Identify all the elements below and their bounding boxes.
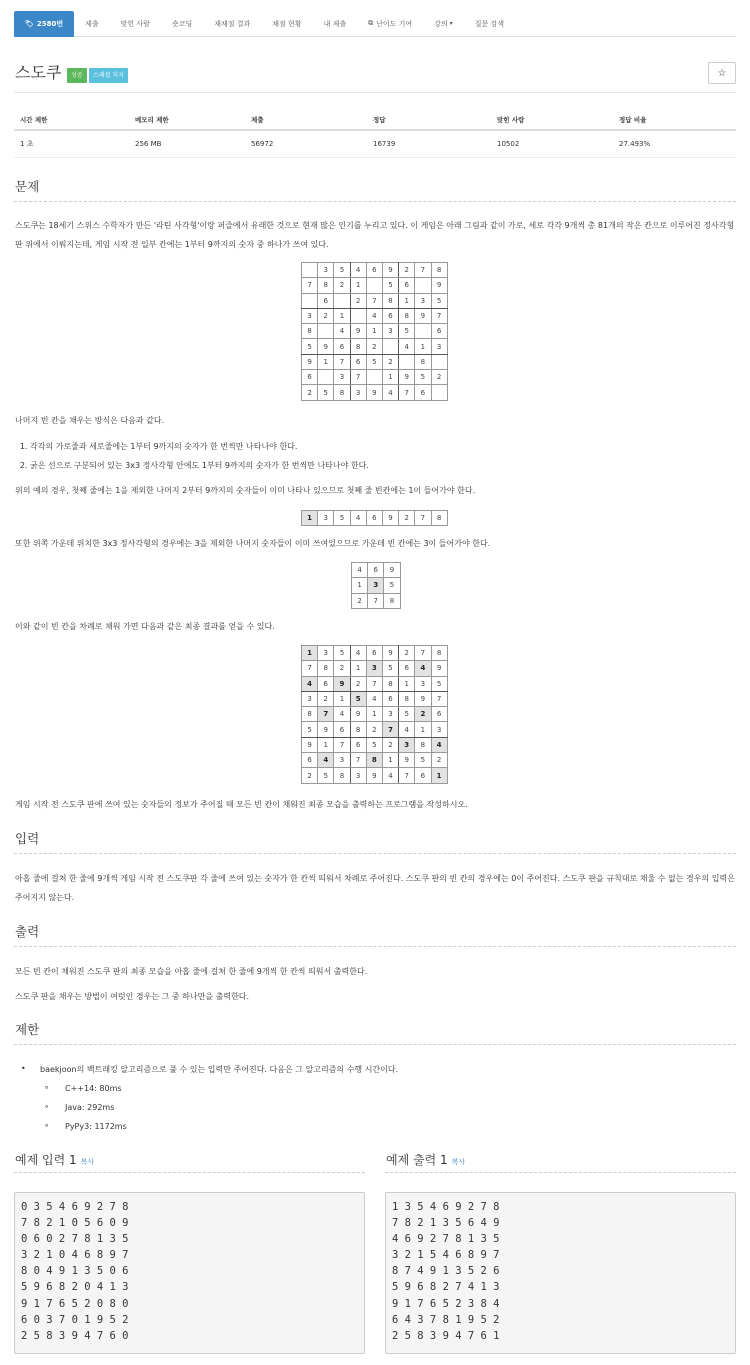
grid-row xyxy=(302,511,448,526)
grid-row xyxy=(302,339,448,354)
tab-judge-status[interactable]: 채점 현황 xyxy=(272,19,302,28)
grid-cell: 5 xyxy=(366,737,382,752)
grid-cell: 2 xyxy=(382,354,398,369)
chevron-down-icon: ▾ xyxy=(449,20,453,27)
grid-cell xyxy=(334,293,350,308)
input-description: 아홉 줄에 걸쳐 한 줄에 9개씩 게임 시작 전 스도쿠판 각 줄에 쓰여 있는 숫자가 한 칸씩 띄워서 차례로 주어진다. 스도쿠 판의 빈 칸의 경우에는 0이 주어진다. 스도쿠 판을 규칙대로 채울 수 없는 경우의 입력은 주어지지 않는다. xyxy=(15,874,735,902)
status-badge-success: 성공 xyxy=(67,68,87,83)
grid-cell: 8 xyxy=(415,354,431,369)
description-paragraph: 게임 시작 전 스도쿠 판에 쓰여 있는 숫자들의 정보가 주어질 때 모든 빈 칸이 채워진 최종 모습을 출력하는 프로그램을 작성하시오. xyxy=(15,800,468,809)
grid-row xyxy=(302,278,448,293)
grid-cell: 4 xyxy=(350,511,366,526)
grid-row xyxy=(302,293,448,308)
grid-cell xyxy=(431,354,447,369)
sudoku-row-example xyxy=(301,510,448,526)
sudoku-box-example xyxy=(351,562,401,609)
grid-cell: 3 xyxy=(302,308,318,323)
tab-problem-number[interactable]: 🏷 2580번 xyxy=(14,11,74,37)
grid-cell: 7 xyxy=(382,722,398,737)
grid-cell xyxy=(302,293,318,308)
grid-cell: 4 xyxy=(399,339,415,354)
limit-item: C++14: 80ms xyxy=(65,1084,122,1093)
submission-count: 56972 xyxy=(251,140,274,148)
grid-row xyxy=(352,578,401,593)
grid-cell: 5 xyxy=(302,339,318,354)
description-paragraph: 또한 위쪽 가운데 위치한 3x3 정사각형의 경우에는 3을 제외한 나머지 숫자들이 이미 쓰여있으므로 가운데 빈 칸에는 3이 들어가야 한다. xyxy=(15,539,491,548)
tab-short-coding[interactable]: 숏코딩 xyxy=(171,19,193,28)
limit-item: Java: 292ms xyxy=(65,1103,115,1112)
list-item: 2. 굵은 선으로 구분되어 있는 3x3 정사각형 안에도 1부터 9까지의 숫자가 한 번씩만 나타나야 한다. xyxy=(30,456,369,475)
grid-cell: 9 xyxy=(431,278,447,293)
grid-cell: 6 xyxy=(334,722,350,737)
info-header-cell: 맞힌 사람 xyxy=(497,116,525,124)
section-divider xyxy=(14,853,736,854)
grid-cell: 6 xyxy=(399,661,415,676)
grid-cell: 5 xyxy=(431,676,447,691)
grid-row xyxy=(302,691,448,706)
grid-row xyxy=(302,737,448,752)
grid-cell: 9 xyxy=(366,385,382,400)
grid-cell: 4 xyxy=(399,722,415,737)
grid-cell xyxy=(302,263,318,278)
memory-limit-value: 256 MB xyxy=(135,140,162,148)
grid-cell: 8 xyxy=(415,737,431,752)
grid-cell: 1 xyxy=(318,354,334,369)
info-table-header xyxy=(14,110,736,131)
grid-cell: 2 xyxy=(399,511,415,526)
section-title-limit: 제한 xyxy=(15,1022,40,1037)
grid-cell xyxy=(350,308,366,323)
list-item: 1. 각각의 가로줄과 세로줄에는 1부터 9까지의 숫자가 한 번씩만 나타나야 한다. xyxy=(30,437,369,456)
star-icon: ☆ xyxy=(717,67,727,79)
grid-cell: 7 xyxy=(415,511,431,526)
grid-cell: 2 xyxy=(302,768,318,783)
description-paragraph: 나머지 빈 칸을 채우는 방식은 다음과 같다. xyxy=(15,416,165,425)
grid-cell: 4 xyxy=(334,324,350,339)
solved-users-count: 10502 xyxy=(497,140,520,148)
grid-cell: 8 xyxy=(431,263,447,278)
info-header-cell: 메모리 제한 xyxy=(135,116,169,124)
grid-cell: 8 xyxy=(318,278,334,293)
grid-cell xyxy=(382,339,398,354)
section-divider xyxy=(14,946,736,947)
grid-cell: 2 xyxy=(352,593,368,608)
grid-row xyxy=(302,768,448,783)
grid-cell: 9 xyxy=(350,324,366,339)
grid-cell: 4 xyxy=(334,707,350,722)
grid-row xyxy=(352,593,401,608)
section-title-description: 문제 xyxy=(15,179,40,194)
tab-lectures-dropdown[interactable]: 강의 ▾ xyxy=(434,19,453,28)
grid-row xyxy=(302,661,448,676)
grid-cell: 4 xyxy=(350,646,366,661)
grid-cell: 1 xyxy=(350,278,366,293)
grid-cell: 2 xyxy=(334,278,350,293)
grid-cell: 3 xyxy=(431,339,447,354)
grid-cell: 1 xyxy=(399,676,415,691)
grid-cell: 7 xyxy=(415,263,431,278)
grid-row xyxy=(302,263,448,278)
grid-cell: 8 xyxy=(399,691,415,706)
limit-text: baekjoon의 백트래킹 알고리즘으로 풀 수 있는 입력만 주어진다. 다음은 그 알고리즘의 수행 시간이다. xyxy=(40,1065,399,1074)
grid-cell: 8 xyxy=(350,339,366,354)
section-title-output: 출력 xyxy=(15,924,40,939)
grid-cell: 2 xyxy=(431,370,447,385)
grid-cell: 4 xyxy=(352,563,368,578)
grid-cell: 5 xyxy=(302,722,318,737)
grid-cell: 3 xyxy=(382,707,398,722)
grid-cell: 5 xyxy=(318,768,334,783)
grid-cell: 3 xyxy=(350,385,366,400)
grid-cell: 8 xyxy=(431,646,447,661)
grid-row xyxy=(302,385,448,400)
grid-cell: 4 xyxy=(302,676,318,691)
grid-cell: 2 xyxy=(318,691,334,706)
grid-cell: 1 xyxy=(318,737,334,752)
grid-cell: 7 xyxy=(368,593,384,608)
output-description: 모든 빈 칸이 채워진 스도쿠 판의 최종 모습을 아홉 줄에 걸쳐 한 줄에 9개씩 한 칸씩 띄워서 출력한다. xyxy=(15,967,368,976)
grid-cell: 5 xyxy=(431,293,447,308)
grid-cell: 7 xyxy=(334,354,350,369)
grid-cell: 7 xyxy=(431,308,447,323)
grid-cell: 7 xyxy=(318,707,334,722)
grid-cell: 9 xyxy=(382,646,398,661)
grid-cell xyxy=(366,370,382,385)
grid-cell: 9 xyxy=(431,661,447,676)
grid-cell: 8 xyxy=(302,324,318,339)
grid-cell: 6 xyxy=(399,278,415,293)
grid-cell: 1 xyxy=(415,339,431,354)
section-divider xyxy=(385,1172,736,1173)
sudoku-puzzle-grid xyxy=(301,262,448,401)
limit-item: PyPy3: 1172ms xyxy=(65,1122,127,1131)
grid-cell: 3 xyxy=(318,511,334,526)
grid-cell: 3 xyxy=(366,661,382,676)
info-table-row xyxy=(14,131,736,158)
grid-cell: 2 xyxy=(366,339,382,354)
grid-cell: 9 xyxy=(334,676,350,691)
tab-solved-users[interactable]: 맞힌 사람 xyxy=(120,19,150,28)
problem-nav-tabs xyxy=(14,11,736,37)
tab-difficulty-contribution[interactable]: ⧉ 난이도 기여 xyxy=(368,19,413,28)
output-description: 스도쿠 판을 채우는 방법이 여럿인 경우는 그 중 하나만을 출력한다. xyxy=(15,992,250,1001)
grid-cell: 5 xyxy=(350,691,366,706)
info-header-cell: 정답 xyxy=(373,116,386,124)
grid-cell: 9 xyxy=(318,339,334,354)
grid-cell: 3 xyxy=(334,753,350,768)
grid-cell: 5 xyxy=(334,263,350,278)
grid-cell: 9 xyxy=(384,563,400,578)
grid-cell: 8 xyxy=(384,593,400,608)
grid-cell: 8 xyxy=(431,511,447,526)
grid-row xyxy=(302,370,448,385)
grid-cell: 3 xyxy=(318,263,334,278)
grid-cell: 9 xyxy=(415,308,431,323)
grid-cell: 9 xyxy=(366,768,382,783)
grid-cell: 8 xyxy=(350,722,366,737)
grid-cell xyxy=(415,324,431,339)
grid-cell xyxy=(318,370,334,385)
grid-cell: 1 xyxy=(352,578,368,593)
circle-bullet-icon: ∘ xyxy=(44,1121,50,1130)
grid-cell: 3 xyxy=(382,324,398,339)
grid-cell: 2 xyxy=(302,385,318,400)
grid-cell: 9 xyxy=(382,511,398,526)
grid-cell: 5 xyxy=(415,753,431,768)
grid-cell: 4 xyxy=(366,691,382,706)
grid-cell: 6 xyxy=(431,324,447,339)
grid-cell xyxy=(415,278,431,293)
grid-cell: 3 xyxy=(415,293,431,308)
grid-cell: 6 xyxy=(366,511,382,526)
grid-cell: 5 xyxy=(399,707,415,722)
grid-cell: 9 xyxy=(399,753,415,768)
grid-cell: 6 xyxy=(318,676,334,691)
tab-submit[interactable]: 제출 xyxy=(85,19,99,28)
circle-bullet-icon: ∘ xyxy=(44,1083,50,1092)
grid-cell: 6 xyxy=(366,263,382,278)
grid-cell: 8 xyxy=(366,753,382,768)
grid-cell: 7 xyxy=(431,691,447,706)
grid-cell: 1 xyxy=(302,511,318,526)
info-header-cell: 제출 xyxy=(251,116,264,124)
accepted-count: 16739 xyxy=(373,140,396,148)
grid-cell: 8 xyxy=(302,707,318,722)
grid-cell xyxy=(431,385,447,400)
grid-cell: 7 xyxy=(415,646,431,661)
time-limit-value: 1 초 xyxy=(20,140,34,148)
copy-input-button[interactable]: 복사 xyxy=(80,1158,95,1166)
title-divider xyxy=(14,92,736,93)
status-badge-special-judge: 스페셜 저지 xyxy=(89,68,128,83)
grid-cell: 1 xyxy=(382,753,398,768)
grid-cell: 8 xyxy=(334,385,350,400)
grid-cell: 3 xyxy=(431,722,447,737)
tab-my-submissions[interactable]: 내 제출 xyxy=(323,19,347,28)
grid-cell: 6 xyxy=(382,308,398,323)
grid-row xyxy=(302,676,448,691)
grid-cell: 6 xyxy=(318,293,334,308)
grid-cell: 6 xyxy=(366,646,382,661)
grid-cell: 6 xyxy=(350,737,366,752)
grid-cell: 1 xyxy=(334,308,350,323)
section-divider xyxy=(14,201,736,202)
grid-cell: 8 xyxy=(318,661,334,676)
grid-cell: 5 xyxy=(318,385,334,400)
grid-cell: 9 xyxy=(382,263,398,278)
grid-cell: 9 xyxy=(350,707,366,722)
grid-cell: 5 xyxy=(334,646,350,661)
section-divider xyxy=(14,1044,736,1045)
circle-bullet-icon: ∘ xyxy=(44,1102,50,1111)
grid-cell: 7 xyxy=(334,737,350,752)
grid-cell: 4 xyxy=(318,753,334,768)
grid-cell: 1 xyxy=(302,646,318,661)
example-input-title: 예제 입력 1 복사 xyxy=(15,1153,95,1167)
accepted-ratio: 27.493% xyxy=(619,140,651,148)
grid-cell: 2 xyxy=(399,646,415,661)
tag-icon: 🏷 xyxy=(25,19,34,28)
grid-row xyxy=(302,324,448,339)
grid-cell: 6 xyxy=(368,563,384,578)
grid-cell: 1 xyxy=(366,707,382,722)
grid-cell: 4 xyxy=(382,385,398,400)
grid-cell: 6 xyxy=(431,707,447,722)
grid-row xyxy=(302,308,448,323)
bullet-icon: • xyxy=(21,1064,26,1073)
description-paragraph: 이와 같이 빈 칸을 차례로 채워 가면 다음과 같은 최종 결과를 얻을 수 있다. xyxy=(15,622,275,631)
grid-cell: 8 xyxy=(399,308,415,323)
grid-cell: 1 xyxy=(366,324,382,339)
grid-cell: 3 xyxy=(415,676,431,691)
grid-cell: 9 xyxy=(415,691,431,706)
grid-cell: 6 xyxy=(415,768,431,783)
grid-cell: 6 xyxy=(334,339,350,354)
grid-cell: 2 xyxy=(366,722,382,737)
sudoku-solution-grid xyxy=(301,645,448,784)
grid-cell: 2 xyxy=(415,707,431,722)
grid-cell xyxy=(399,354,415,369)
grid-cell: 9 xyxy=(302,354,318,369)
copy-output-button[interactable]: 복사 xyxy=(451,1158,466,1166)
grid-row xyxy=(302,354,448,369)
grid-cell: 6 xyxy=(382,691,398,706)
grid-cell: 1 xyxy=(399,293,415,308)
external-link-icon: ⧉ xyxy=(368,19,374,27)
grid-cell: 5 xyxy=(366,354,382,369)
grid-cell: 2 xyxy=(382,737,398,752)
grid-cell: 4 xyxy=(431,737,447,752)
grid-cell: 7 xyxy=(366,293,382,308)
grid-cell: 9 xyxy=(399,370,415,385)
grid-cell: 8 xyxy=(334,768,350,783)
grid-cell: 1 xyxy=(431,768,447,783)
grid-cell: 1 xyxy=(415,722,431,737)
grid-row xyxy=(302,646,448,661)
tab-question-search[interactable]: 질문 검색 xyxy=(474,19,504,28)
grid-cell: 2 xyxy=(399,263,415,278)
grid-cell: 4 xyxy=(415,661,431,676)
grid-cell: 3 xyxy=(350,768,366,783)
grid-cell: 5 xyxy=(384,578,400,593)
grid-cell xyxy=(366,278,382,293)
grid-cell: 9 xyxy=(302,737,318,752)
grid-cell: 5 xyxy=(399,324,415,339)
sample-output-block[interactable]: 1 3 5 4 6 9 2 7 8 7 8 2 1 3 5 6 4 9 4 6 9 2 7 8 1 3 5 3 2 1 5 4 6 8 9 7 8 7 4 9 1 3 5 2 6 5 9 6 8 2 7 4 1 3 9 1 7 6 5 2 3 8 4 6 4 3 7 8 1 9 5 2 2 5 8 3 9 4 7 6 1 xyxy=(385,1192,736,1354)
example-output-title: 예제 출력 1 복사 xyxy=(386,1153,466,1167)
grid-cell: 5 xyxy=(415,370,431,385)
grid-row xyxy=(302,707,448,722)
grid-cell: 2 xyxy=(350,676,366,691)
section-title-input: 입력 xyxy=(15,831,40,846)
section-divider xyxy=(14,1172,365,1173)
grid-cell: 3 xyxy=(318,646,334,661)
grid-cell: 5 xyxy=(334,511,350,526)
grid-row xyxy=(302,722,448,737)
grid-cell: 7 xyxy=(302,661,318,676)
grid-cell: 2 xyxy=(350,293,366,308)
grid-cell: 4 xyxy=(366,308,382,323)
tab-rejudge-results[interactable]: 재채점 결과 xyxy=(214,19,251,28)
description-paragraph: 스도쿠는 18세기 스위스 수학자가 만든 '라틴 사각형'이랑 퍼즐에서 유래한 것으로 현재 많은 인기를 누리고 있다. 이 게임은 아래 그림과 같이 가로, 세로 각각 9개씩 총 81개의 작은 칸으로 이루어진 정사각형 판 위에서 이뤄지는데, 게임 시작 전 일부 칸에는 1부터 9까지의 숫자 중 하나가 쓰여 있다. xyxy=(15,221,735,249)
grid-cell: 2 xyxy=(318,308,334,323)
grid-cell: 3 xyxy=(368,578,384,593)
grid-cell: 8 xyxy=(382,676,398,691)
grid-cell: 6 xyxy=(302,753,318,768)
grid-cell: 7 xyxy=(366,676,382,691)
grid-cell: 3 xyxy=(399,737,415,752)
grid-cell xyxy=(318,324,334,339)
grid-row xyxy=(302,753,448,768)
grid-cell: 1 xyxy=(382,370,398,385)
grid-cell: 7 xyxy=(302,278,318,293)
grid-cell: 5 xyxy=(382,278,398,293)
page-title: 스도쿠 xyxy=(15,63,62,82)
grid-cell: 6 xyxy=(415,385,431,400)
grid-cell: 6 xyxy=(302,370,318,385)
star-button[interactable] xyxy=(708,62,736,84)
grid-cell: 2 xyxy=(431,753,447,768)
grid-cell: 2 xyxy=(334,661,350,676)
info-header-cell: 시간 제한 xyxy=(20,116,48,124)
grid-cell: 5 xyxy=(382,661,398,676)
problem-info-table xyxy=(14,110,736,158)
grid-row xyxy=(352,563,401,578)
sample-input-block[interactable]: 0 3 5 4 6 9 2 7 8 7 8 2 1 0 5 6 0 9 0 6 0 2 7 8 1 3 5 3 2 1 0 4 6 8 9 7 8 0 4 9 1 3 5 0 6 5 9 6 8 2 0 4 1 3 9 1 7 6 5 2 0 8 0 6 0 3 7 0 1 9 5 2 2 5 8 3 9 4 7 6 0 xyxy=(14,1192,365,1354)
rules-list xyxy=(30,437,369,475)
grid-cell: 7 xyxy=(399,385,415,400)
grid-cell: 4 xyxy=(382,768,398,783)
grid-cell: 7 xyxy=(399,768,415,783)
grid-cell: 6 xyxy=(350,354,366,369)
info-header-cell: 정답 비율 xyxy=(619,116,647,124)
description-paragraph: 위의 예의 경우, 첫째 줄에는 1을 제외한 나머지 2부터 9까지의 숫자들이 이미 나타나 있으므로 첫째 줄 빈칸에는 1이 들어가야 한다. xyxy=(15,486,476,495)
grid-cell: 3 xyxy=(302,691,318,706)
grid-cell: 7 xyxy=(350,370,366,385)
grid-cell: 9 xyxy=(318,722,334,737)
grid-cell: 1 xyxy=(350,661,366,676)
grid-cell: 8 xyxy=(382,293,398,308)
grid-cell: 1 xyxy=(334,691,350,706)
grid-cell: 7 xyxy=(350,753,366,768)
grid-cell: 4 xyxy=(350,263,366,278)
grid-cell: 3 xyxy=(334,370,350,385)
